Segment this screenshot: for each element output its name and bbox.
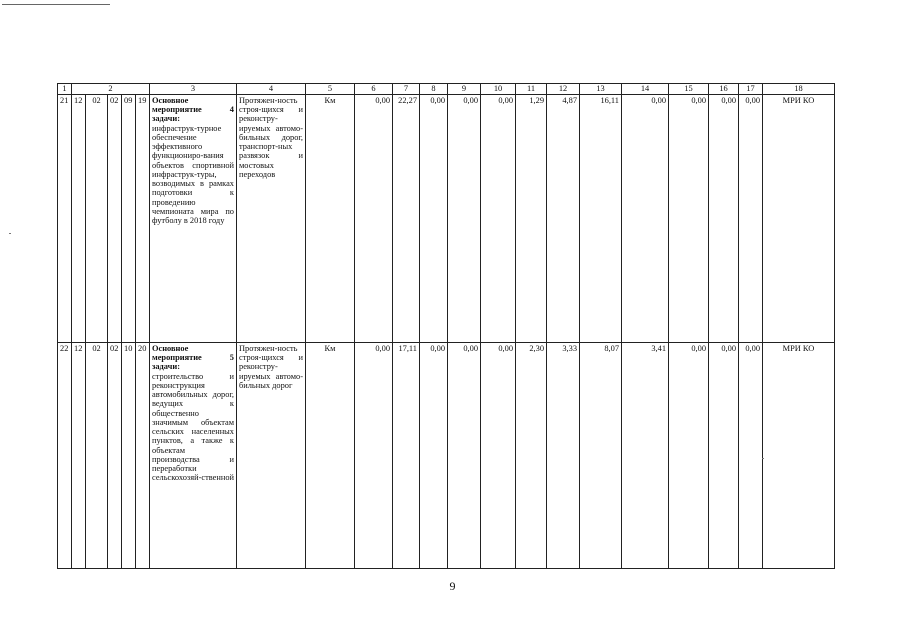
value-cell: 0,00 xyxy=(622,95,669,343)
table-row xyxy=(58,95,835,343)
header-cell: 14 xyxy=(622,84,669,95)
header-cell: 17 xyxy=(739,84,763,95)
code-cell: 12 xyxy=(72,343,86,569)
value-cell: 0,00 xyxy=(481,343,516,569)
indicator-cell: Протяжен-ность строя-щихся и реконстру-ируемых автомо-бильных дорог xyxy=(237,343,306,569)
unit-cell: Км xyxy=(306,95,355,343)
header-cell: 9 xyxy=(448,84,481,95)
page-number: 9 xyxy=(449,579,456,593)
row-number-cell: 21 xyxy=(58,95,72,343)
value-cell: 0,00 xyxy=(355,95,393,343)
row-number-cell: 22 xyxy=(58,343,72,569)
header-cell: 7 xyxy=(393,84,420,95)
event-cell xyxy=(150,343,237,569)
header-cell: 13 xyxy=(580,84,622,95)
value-cell: 0,00 xyxy=(420,343,448,569)
executor-cell: МРИ КО xyxy=(763,343,835,569)
value-cell: 16,11 xyxy=(580,95,622,343)
value-cell: 0,00 xyxy=(709,95,739,343)
header-cell: 1 xyxy=(58,84,72,95)
event-text: строительство и реконструкция автомобильных дорог, ведущих к общественно значимым объектам сельских населенных пунктов, а также к объектам производства и переработки сельскохозяй-ственной xyxy=(152,371,234,483)
table-row xyxy=(58,343,835,569)
header-cell: 8 xyxy=(420,84,448,95)
value-cell: 8,07 xyxy=(580,343,622,569)
header-cell: 5 xyxy=(306,84,355,95)
scan-speck xyxy=(9,233,11,234)
header-cell: 10 xyxy=(481,84,516,95)
header-row xyxy=(58,84,835,95)
value-cell: 0,00 xyxy=(669,343,709,569)
header-cell: 18 xyxy=(763,84,835,95)
code-cell: 19 xyxy=(136,95,150,343)
header-cell: 15 xyxy=(669,84,709,95)
event-text: инфраструк-турное обеспечение эффективного функциониро-вания объектов спортивной инфраструк-туры, возводимых в рамках подготовки к проведению чемпионата мира по футболу в 2018 году xyxy=(152,123,234,226)
code-cell: 02 xyxy=(108,343,122,569)
value-cell: 0,00 xyxy=(739,95,763,343)
code-cell: 02 xyxy=(108,95,122,343)
value-cell: 3,33 xyxy=(547,343,580,569)
value-cell: 0,00 xyxy=(355,343,393,569)
value-cell: 0,00 xyxy=(669,95,709,343)
value-cell: 0,00 xyxy=(739,343,763,569)
value-cell: 0,00 xyxy=(709,343,739,569)
value-cell: 0,00 xyxy=(481,95,516,343)
value-cell: 4,87 xyxy=(547,95,580,343)
header-cell: 6 xyxy=(355,84,393,95)
value-cell: 2,30 xyxy=(516,343,547,569)
code-cell: 02 xyxy=(86,95,108,343)
unit-cell: Км xyxy=(306,343,355,569)
header-cell: 2 xyxy=(72,84,150,95)
header-cell: 16 xyxy=(709,84,739,95)
executor-cell: МРИ КО xyxy=(763,95,835,343)
event-cell xyxy=(150,95,237,343)
header-cell: 11 xyxy=(516,84,547,95)
event-title: Основное мероприятие 4 задачи: xyxy=(152,96,234,124)
value-cell: 17,11 xyxy=(393,343,420,569)
event-title: Основное мероприятие 5 задачи: xyxy=(152,344,234,372)
header-cell: 12 xyxy=(547,84,580,95)
indicator-cell: Протяжен-ность строя-щихся и реконстру-ируемых автомо-бильных дорог, транспорт-ных развязок и мостовых переходов xyxy=(237,95,306,343)
program-table xyxy=(57,83,835,569)
value-cell: 1,29 xyxy=(516,95,547,343)
value-cell: 0,00 xyxy=(448,95,481,343)
code-cell: 12 xyxy=(72,95,86,343)
code-cell: 02 xyxy=(86,343,108,569)
scan-speck xyxy=(762,458,764,459)
value-cell: 3,41 xyxy=(622,343,669,569)
value-cell: 0,00 xyxy=(420,95,448,343)
scan-top-rule xyxy=(2,4,110,5)
header-cell: 3 xyxy=(150,84,237,95)
code-cell: 20 xyxy=(136,343,150,569)
code-cell: 10 xyxy=(122,343,136,569)
header-cell: 4 xyxy=(237,84,306,95)
value-cell: 0,00 xyxy=(448,343,481,569)
value-cell: 22,27 xyxy=(393,95,420,343)
code-cell: 09 xyxy=(122,95,136,343)
